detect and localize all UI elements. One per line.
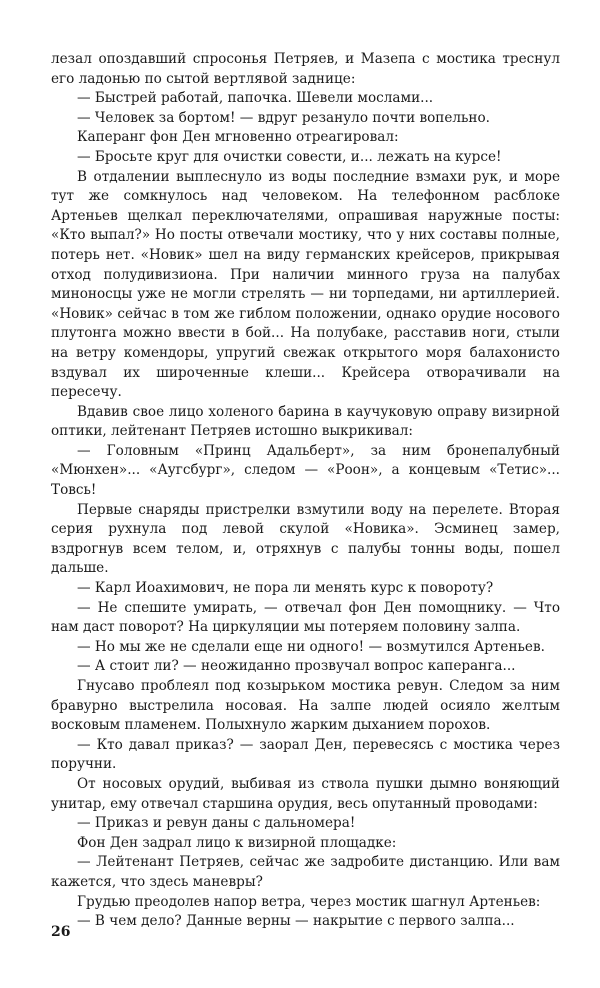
dialog-line: — Лейтенант Петряев, сейчас же задробите дистанцию. Или вам кажется, что здесь маневры?	[51, 854, 560, 890]
dialog-line: — Человек за бортом! — вдруг резануло почти вопельно.	[77, 109, 490, 126]
dialog-line: — Не спешите умирать, — отвечал фон Ден помощнику. — Что нам даст поворот? На циркуляции мы потеряем половину залпа.	[51, 599, 560, 636]
paragraph: От носовых орудий, выбивая из ствола пушки дымно воняющий унитар, ему отвечал старшина орудия, весь опутанный проводами:	[51, 775, 560, 812]
paragraph: В отдалении выплеснуло из воды последние взмахи рук, и море тут же сомкнулось над человеком. На телефонном расблоке Артеньев щелкал переключателями, опрашивая наружные посты: «Кто выпал?» Но посты отвечали мостику, что у них составы полные, потерь нет. «Новик» шел на виду германских крейсеров, прикрывая отход полудивизиона. При наличии минного груза на палубах миноносцы уже не могли стрелять — ни торпедами, ни артиллерией. «Новик» сейчас в том же гиблом положении, однако орудие носового плутонга можно ввести в бой... На полубаке, расставив ноги, стыли на ветру комендоры, упругий свежак открытого моря балахонисто вздувал их широченные клеши... Крейсера отворачивали на пересечу.	[51, 168, 560, 401]
page-body	[51, 50, 560, 932]
dialog-line: — Но мы же не сделали еще ни одного! — возмутился Артеньев.	[77, 638, 545, 655]
dialog-line: — А стоит ли? — неожиданно прозвучал вопрос каперанга...	[77, 658, 516, 675]
dialog-line: — Головным «Принц Адальберт», за ним бронепалубный «Мюнхен»... «Аугсбург», следом — «Роон», а концевым «Тетис»... Товсь!	[51, 442, 560, 499]
dialog-line: — Приказ и ревун даны с дальномера!	[77, 815, 356, 832]
dialog-line: — В чем дело? Данные верны — накрытие с первого залпа...	[77, 913, 515, 930]
paragraph: Грудью преодолев напор ветра, через мостик шагнул Артеньев:	[77, 893, 541, 910]
paragraph: Гнусаво проблеял под козырьком мостика ревун. Следом за ним бравурно выстрелила носовая. На залпе людей осияло желтым восковым пламенем. Полыхнуло жарким дыханием порохов.	[51, 678, 560, 734]
paragraph: Фон Ден задрал лицо к визирной площадке:	[77, 834, 397, 851]
dialog-line: — Карл Иоахимович, не пора ли менять курс к повороту?	[77, 580, 494, 597]
page-number: 26	[51, 924, 71, 940]
dialog-line: — Кто давал приказ? — заорал Ден, перевесясь с мостика через поручни.	[51, 736, 560, 773]
paragraph: лезал опоздавший спросонья Петряев, и Мазепа с мостика треснул его ладонью по сытой вертлявой заднице:	[51, 51, 560, 87]
dialog-line: — Быстрей работай, папочка. Шевели мослами...	[77, 90, 434, 107]
paragraph: Первые снаряды пристрелки взмутили воду на перелете. Вторая серия рухнула под левой скулой «Новика». Эсминец замер, вздрогнув всем телом, и, отряхнув с палубы тонны воды, пошел дальше.	[51, 501, 560, 577]
paragraph: Вдавив свое лицо холеного барина в каучуковую оправу визирной оптики, лейтенант Петряев истошно выкрикивал:	[51, 403, 560, 440]
dialog-line: — Бросьте круг для очистки совести, и... лежать на курсе!	[77, 148, 502, 165]
paragraph: Каперанг фон Ден мгновенно отреагировал:	[77, 129, 399, 146]
